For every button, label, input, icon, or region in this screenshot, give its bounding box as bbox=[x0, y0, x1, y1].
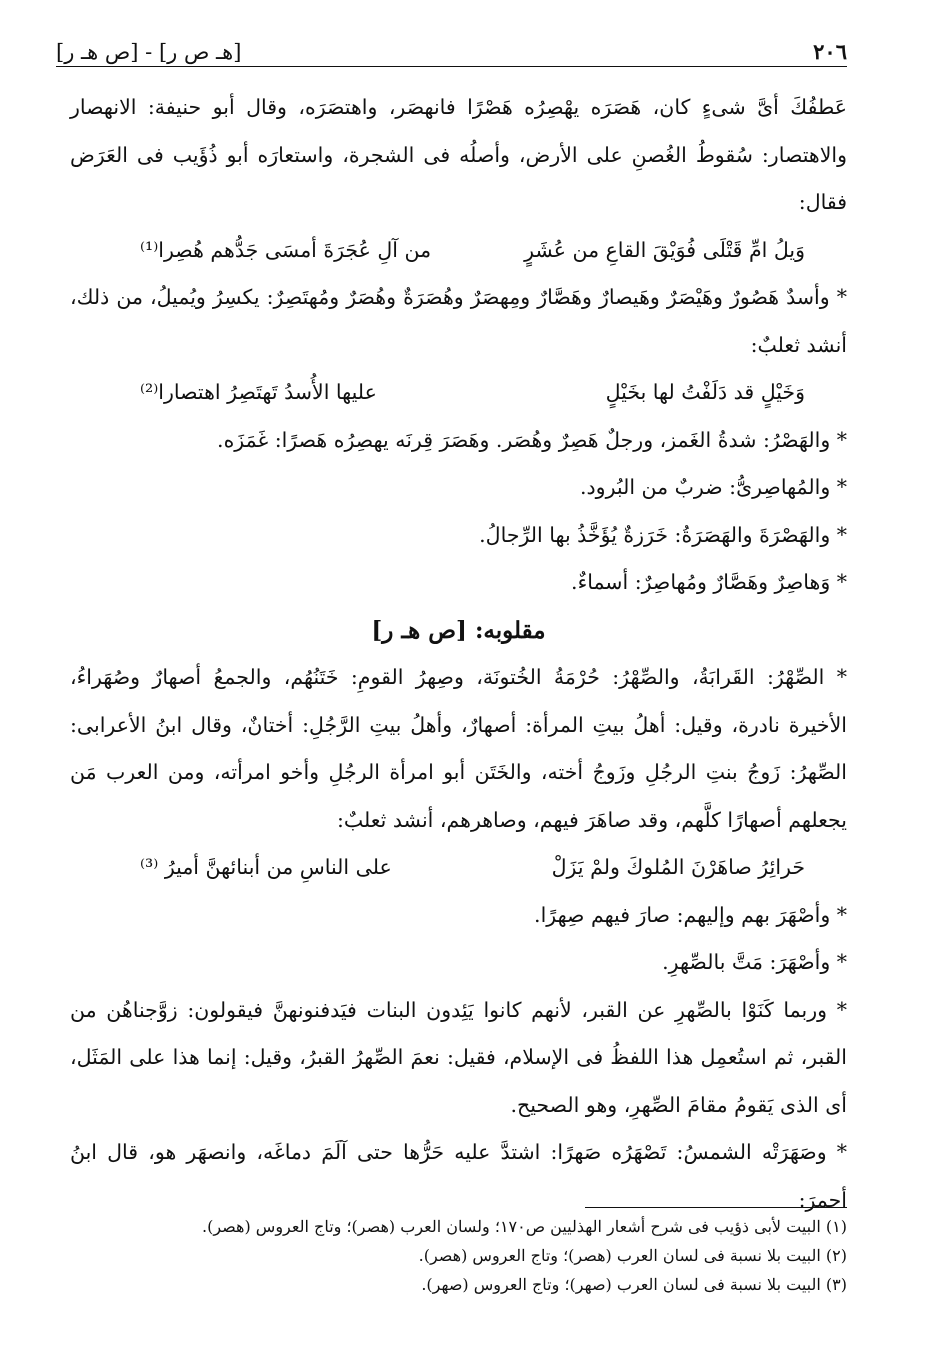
page-header bbox=[56, 38, 847, 67]
verse-3 bbox=[70, 844, 847, 892]
verse-3-hemistich-b: على الناسِ من أبنائهنَّ أميرُ ⁽³⁾ bbox=[140, 855, 392, 879]
verse-1-hemistich-a: وَيلُ امِّ قَتْلَى فُوَيْقَ القاعِ من عُشَرٍ bbox=[524, 237, 805, 262]
paragraph-1: عَطفُكَ أىَّ شىءٍ كان، هَصَرَه يهْصِرُه هَصْرًا فانهصَر، واهتصَرَه، وقال أبو حنيفة: الانهصار والاهتصار: سُقوطُ الغُصنِ على الأرض، وأصلُه فى الشجرة، واستعارَه أبو ذُؤَيب فى العَرَض فقال: bbox=[70, 95, 847, 214]
verse-3-hemistich-a: حَرائِرُ صاهَرْنَ المُلوكَ ولمْ يَزَلْ bbox=[551, 855, 805, 879]
paragraph-5: * والهَصْرَةَ والهَصَرَةُ: خَرَزةٌ يُؤَخَّذُ بها الرِّجالُ. bbox=[479, 522, 847, 547]
paragraph-3: * والهَصْرُ: شدةُ الغَمز، ورجلٌ هَصِرٌ وهُصَر. وهَصَرَ قِرنَه يهصِرُه هَصرًا: غَمَزَه. bbox=[217, 427, 847, 452]
verse-2-hemistich-b: عليها الأُسدُ تَهتَصِرُ اهتصارا⁽²⁾ bbox=[140, 380, 377, 404]
paragraph-9: * وأصْهَرَ: مَتَّ بالصِّهرِ. bbox=[662, 950, 847, 974]
verse-1-hemistich-b: من آلِ عُجَرَةَ أمسَى جَدُّهم هُصِرا⁽¹⁾ bbox=[140, 237, 432, 262]
paragraph-2: * وأسدٌ هَصُورٌ وهَيْصَرٌ وهَيصارٌ وهَصَّارٌ ومِهصَرٌ وهُصَرَةٌ وهُصَرٌ ومُهتَصِرٌ: يكسِرُ ويُميلُ، من ذلك، أنشد ثعلبٌ: bbox=[70, 285, 847, 357]
footnotes bbox=[70, 1212, 847, 1299]
paragraph-10: * وربما كَنَوْا بالصِّهرِ عن القبر، لأنهم كانوا يَئِدون البنات فيَدفنونهنَّ فيقولون: زوَّجناهُن من القبر، ثم استُعمِل هذا اللفظُ فى الإسلام، فقيل: نعمَ الصِّهرُ القبرُ، وقيل: إنما هذا على المَثَل، أى الذى يَقومُ مقامَ الصِّهرِ، وهو الصحيح. bbox=[70, 997, 847, 1117]
paragraph-4: * والمُهاصِرىُّ: ضربٌ من البُرود. bbox=[580, 475, 847, 499]
paragraph-11: * وصَهَرَتْه الشمسُ: تَصْهَرُه صَهرًا: اشتدَّ عليه حَرُّها حتى آلَمَ دماغَه، وانصهَر هو، قال ابنُ أحمرَ: bbox=[70, 1140, 847, 1212]
main-text bbox=[70, 84, 847, 1224]
page-number: ٢٠٦ bbox=[813, 39, 847, 64]
footnote-2: (٢) البيت بلا نسبة فى لسان العرب (هصر)؛ وتاج العروس (هصر). bbox=[418, 1246, 847, 1265]
running-head: [هـ ص ر] - [ص هـ ر] bbox=[56, 40, 242, 64]
paragraph-7: * الصِّهْرُ: القَرابَةُ، والصِّهْرُ: حُرْمَةُ الخُتونَة، وصِهرُ القومِ: خَتَنُهُم، والجمعُ أصهارٌ وصُهَراءُ، الأخيرة نادرة، وقيل: أهلُ بيتِ المرأة: أصهارٌ، وأهلُ بيتِ الرَّجُلِ: أختانٌ، وقال ابنُ الأعرابى: الصِّهرُ: زَوجُ بنتِ الرجُلِ وزَوجُ أخته، والخَتَن أبو امرأة الرجُلِ وأخو امرأته، ومن العرب مَن يجعلهم أصهارًا كلَّهم، وقد صاهَرَ فيهم، وصاهرهم، أنشد ثعلبٌ: bbox=[70, 665, 847, 832]
footnote-1: (١) البيت لأبى ذؤيب فى شرح أشعار الهذليين ص١٧٠؛ ولسان العرب (هصر)؛ وتاج العروس (هصر). bbox=[201, 1217, 847, 1236]
verse-2 bbox=[70, 369, 847, 417]
footnote-3: (٣) البيت بلا نسبة فى لسان العرب (صهر)؛ وتاج العروس (صهر). bbox=[421, 1275, 847, 1294]
paragraph-6: * وَهاصِرٌ وهَصَّارٌ ومُهاصِرٌ: أسماءٌ. bbox=[571, 570, 847, 594]
paragraph-8: * وأصْهَرَ بهم وإليهم: صارَ فيهم صِهرًا. bbox=[534, 902, 847, 927]
footnote-divider bbox=[585, 1207, 847, 1208]
verse-2-hemistich-a: وَخَيْلٍ قد دَلَفْتُ لها بخَيْلٍ bbox=[605, 380, 805, 404]
section-title: مقلوبه: [ص هـ ر] bbox=[371, 616, 546, 644]
verse-1 bbox=[70, 227, 847, 275]
